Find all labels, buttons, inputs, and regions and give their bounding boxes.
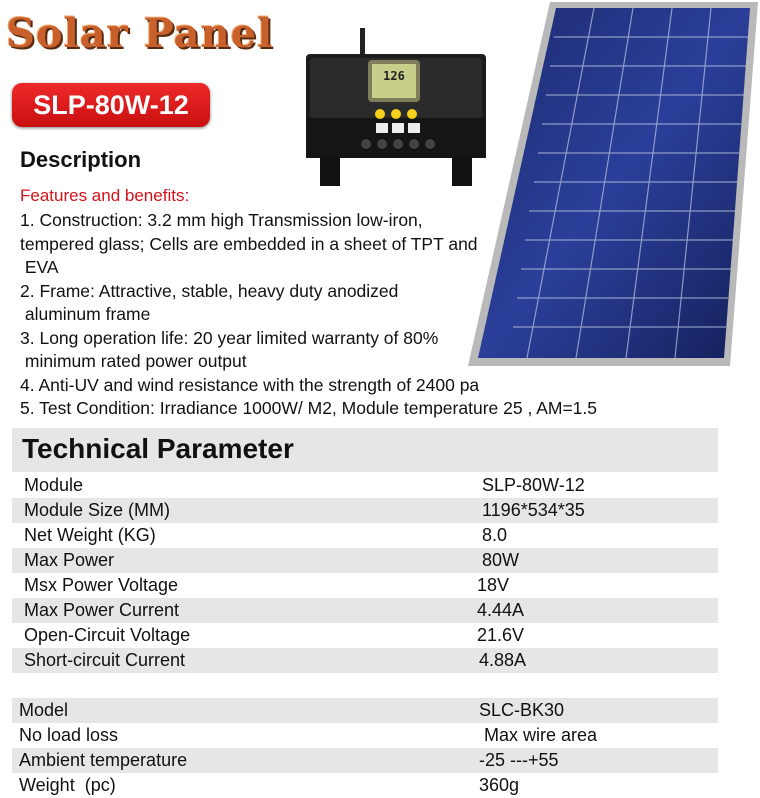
spec-label: Weight (pc)	[19, 775, 116, 795]
lcd-readout: 126	[383, 69, 405, 83]
spec-label: No load loss	[19, 725, 119, 745]
spec-value: 4.44A	[477, 600, 525, 620]
description-heading: Description	[20, 147, 142, 172]
spec-label: Max Power Current	[24, 600, 180, 620]
technical-parameter-heading: Technical Parameter	[22, 433, 294, 464]
spec-value: 80W	[482, 550, 520, 570]
spec-label: Module	[24, 475, 84, 495]
feature-line: 5. Test Condition: Irradiance 1000W/ M2, Module temperature 25 , AM=1.5	[20, 398, 598, 418]
table-row	[12, 523, 718, 548]
table-row	[12, 723, 718, 748]
table-row	[12, 748, 718, 773]
spec-value: Max wire area	[479, 725, 598, 745]
feature-line: aluminum frame	[20, 304, 151, 324]
table-row	[12, 773, 718, 798]
spec-value: 21.6V	[477, 625, 525, 645]
feature-line: 3. Long operation life: 20 year limited warranty of 80%	[20, 327, 439, 348]
spec-value: 1196*534*35	[482, 500, 585, 520]
spec-value: 18V	[477, 575, 510, 595]
feature-line: minimum rated power output	[20, 351, 247, 371]
charge-controller-image	[306, 28, 486, 186]
panel-spec-table	[12, 473, 718, 673]
spec-label: Max Power	[24, 550, 115, 570]
spec-label: Short-circuit Current	[24, 650, 186, 670]
model-badge: SLP-80W-12	[12, 83, 210, 127]
spec-value: SLC-BK30	[479, 700, 565, 720]
feature-line: EVA	[20, 257, 59, 277]
features-list	[20, 209, 620, 421]
features-label: Features and benefits:	[20, 186, 190, 205]
spec-label: Net Weight (KG)	[24, 525, 156, 545]
spec-value: 8.0	[482, 525, 508, 545]
spec-label: Open-Circuit Voltage	[24, 625, 191, 645]
spec-label: Model	[19, 700, 69, 720]
spec-label: Msx Power Voltage	[24, 575, 179, 595]
table-row	[12, 648, 718, 673]
spec-value: SLP-80W-12	[482, 475, 585, 495]
spec-label: Ambient temperature	[19, 750, 188, 770]
table-row	[12, 623, 718, 648]
table-row	[12, 548, 718, 573]
table-row	[12, 573, 718, 598]
controller-spec-table	[12, 698, 718, 798]
spec-value: 4.88A	[479, 650, 527, 670]
feature-line: 4. Anti-UV and wind resistance with the strength of 2400 pa	[20, 374, 480, 395]
feature-line: tempered glass; Cells are embedded in a sheet of TPT and	[20, 233, 478, 254]
feature-line: 2. Frame: Attractive, stable, heavy duty anodized	[20, 280, 399, 301]
feature-line: 1. Construction: 3.2 mm high Transmission low-iron,	[20, 210, 423, 230]
table-row	[12, 698, 718, 723]
spec-value: -25 ---+55	[479, 750, 559, 770]
page-title: Solar Panel	[6, 10, 274, 57]
spec-label: Module Size (MM)	[24, 500, 171, 520]
spec-value: 360g	[479, 775, 520, 795]
table-row	[12, 498, 718, 523]
table-row	[12, 598, 718, 623]
table-row	[12, 473, 718, 498]
